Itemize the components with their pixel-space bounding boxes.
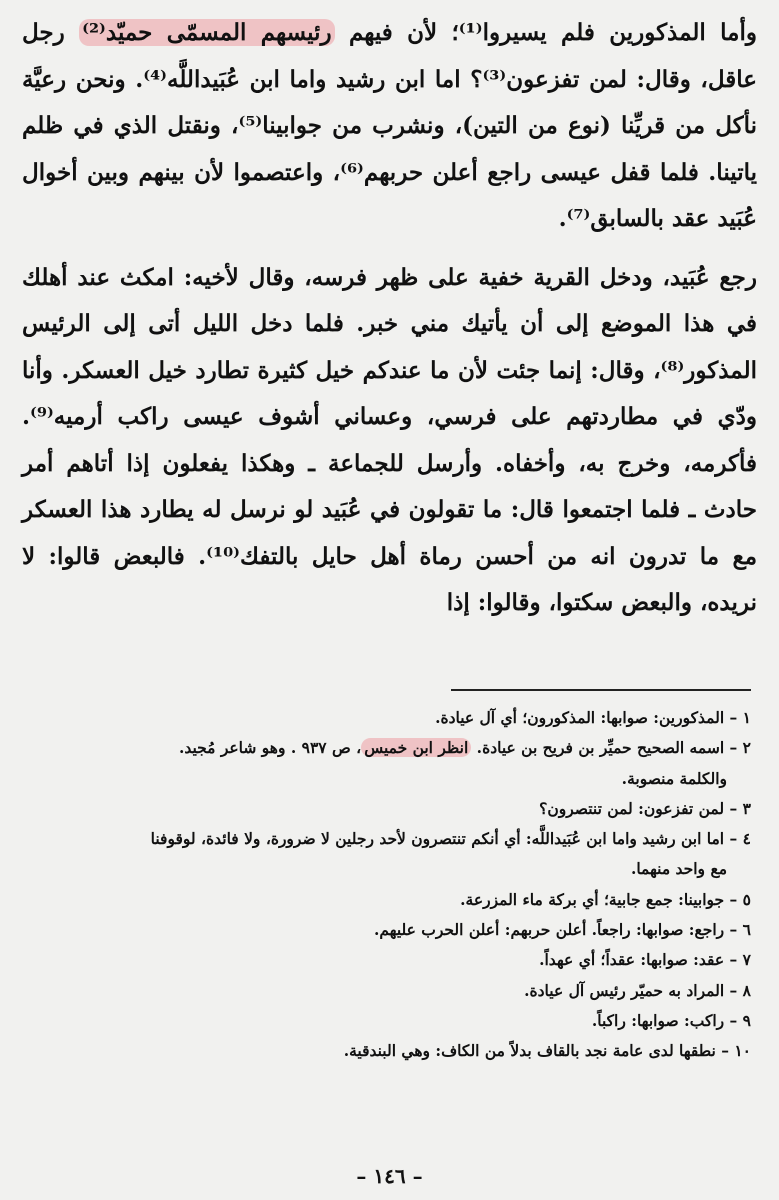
footnote-divider xyxy=(451,689,751,691)
body-text xyxy=(22,10,757,627)
paragraph-1-start: وأما المذكورين فلم يسيروا⁽¹⁾؛ لأن فيهم xyxy=(334,19,757,46)
footnote-4-continuation: مع واحد منهما. xyxy=(630,859,727,879)
footnotes xyxy=(24,703,751,1067)
footnote-3: ٣ – لمن تفزعون: لمن تنتصرون؟ xyxy=(539,798,751,818)
footnote-10: ١٠ – نطقها لدى عامة نجد بالقاف بدلاً من الكاف: وهي البندقية. xyxy=(343,1041,751,1061)
footnote-2 xyxy=(24,733,751,763)
footnote-2-start: ٢ – اسمه الصحيح حميِّر بن فريح بن عيادة. xyxy=(471,738,751,758)
paragraph-2: رجع عُبَيد، ودخل القرية خفية على ظهر فرسه، وقال لأخيه: امكث عند أهلك في هذا الموضع إلى أن يأتيك مني خبر. فلما دخل الليل أتى إلى الرئيس المذكور⁽⁸⁾، وقال: إنما جئت لأن ما عندكم خيل كثيرة تطارد خيل العسكر. وأنا ودّي في مطاردتهم على فرسي، وعساني أشوف عيسى راكب أرميه⁽⁹⁾. فأكرمه، وخرج به، وأخفاه. وأرسل للجماعة ـ وهكذا يفعلون إذا أتاهم أمر حادث ـ فلما اجتمعوا قال: ما تقولون في عُبَيد لو نرسل له يطارد هذا العسكر مع ما تدرون انه من أحسن رماة أهل حايل بالتفك⁽¹⁰⁾. فالبعض قالوا: لا نريده، والبعض سكتوا، وقالوا: إذا xyxy=(22,263,758,616)
footnote-9: ٩ – راكب: صوابها: راكباً. xyxy=(591,1010,751,1030)
paragraph-1-rest: رجل عاقل، وقال: لمن تفزعون⁽³⁾؟ اما ابن رشيد واما ابن عُبَيداللَّه⁽⁴⁾. ونحن رعيَّة نأكل من قريِّنا (نوع من التين)، ونشرب من جوابينا⁽⁵⁾، ونقتل الذي في ظلم ياتينا. فلما قفل عيسى راجع أعلن حربهم⁽⁶⁾، واعتصموا لأن بينهم وبين أخوال عُبَيد عقد بالسابق⁽⁷⁾. xyxy=(22,19,758,232)
footnote-7: ٧ – عقد: صوابها: عقداً؛ أي عهداً. xyxy=(539,950,751,970)
footnote-8: ٨ – المراد به حميّر رئيس آل عيادة. xyxy=(524,980,751,1000)
page-number: – ١٤٦ – xyxy=(356,1164,423,1188)
footnote-2-rest: ، ص ٩٣٧ . وهو شاعر مُجيد. xyxy=(178,738,362,758)
footnote-6: ٦ – راجع: صوابها: راجعاً. أعلن حربهم: أعلن الحرب عليهم. xyxy=(373,920,751,940)
highlighted-reference: انظر ابن خميس xyxy=(361,738,471,757)
footnote-4: ٤ – اما ابن رشيد واما ابن عُبَيداللَّه: أي أنكم تنتصرون لأحد رجلين لا ضرورة، ولا فائدة، لوقوفنا xyxy=(150,829,751,849)
paragraph-1 xyxy=(22,10,757,243)
footnote-1: ١ – المذكورين: صوابها: المذكورون؛ أي آل عيادة. xyxy=(435,708,751,727)
footnote-2-continuation: والكلمة منصوبة. xyxy=(621,768,727,788)
footnote-5: ٥ – جوابينا: جمع جابية؛ أي بركة ماء المزرعة. xyxy=(460,889,751,909)
highlighted-phrase: رئيسهم المسمّى حميّد⁽²⁾ xyxy=(79,19,335,46)
